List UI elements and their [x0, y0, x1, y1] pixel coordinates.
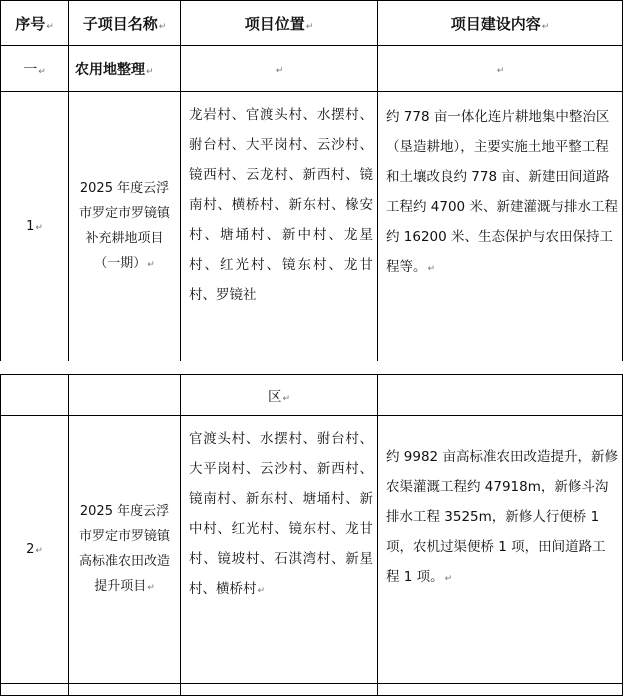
page-break-gap	[0, 361, 623, 374]
section-row	[1, 46, 623, 92]
row-2-location: 官渡头村、水摆村、驸台村、大平岗村、云沙村、新西村、镜南村、新东村、塘埇村、新中村、红光村、镜东村、龙甘村、镜坡村、石淇湾村、新星村、横桥村↵	[181, 416, 378, 684]
row-1-location-cont: 区↵	[181, 375, 378, 416]
section-content-empty: ↵	[378, 46, 623, 92]
table-row-next	[1, 684, 623, 696]
section-seq: 一↵	[1, 46, 69, 92]
next-row-cell	[378, 684, 623, 696]
header-location: 项目位置↵	[181, 1, 378, 46]
header-name: 子项目名称↵	[69, 1, 181, 46]
header-content: 项目建设内容↵	[378, 1, 623, 46]
row-2-seq: 2↵	[1, 416, 69, 684]
next-row-cell	[1, 684, 69, 696]
table-row	[1, 416, 623, 684]
next-row-cell	[181, 684, 378, 696]
section-location-empty: ↵	[181, 46, 378, 92]
table-header-row	[1, 1, 623, 46]
header-seq: 序号↵	[1, 1, 69, 46]
section-name: 农用地整理↵	[69, 46, 181, 92]
row-1-location: 龙岩村、官渡头村、水摆村、驸台村、大平岗村、云沙村、镜西村、云龙村、新西村、镜南村、横桥村、新东村、椽安村、塘埇村、新中村、龙星村、红光村、镜东村、龙甘村、罗镜社	[181, 92, 378, 362]
row-1-content-cont	[378, 375, 623, 416]
projects-table-page-2	[0, 374, 623, 696]
row-1-seq: 1↵	[1, 92, 69, 362]
table-row-continuation	[1, 375, 623, 416]
row-1-content: 约 778 亩一体化连片耕地集中整治区（垦造耕地），主要实施土地平整工程和土壤改良约 778 亩、新建田间道路工程约 4700 米、新建灌溉与排水工程约 16200 米、生态保护与农田保持工程等。↵	[378, 92, 623, 362]
row-1-name: 2025 年度云浮市罗定市罗镜镇补充耕地项目（一期）↵	[69, 92, 181, 362]
row-2-name: 2025 年度云浮市罗定市罗镜镇高标准农田改造提升项目↵	[69, 416, 181, 684]
row-1-name-cont	[69, 375, 181, 416]
row-1-seq-cont	[1, 375, 69, 416]
table-row	[1, 92, 623, 362]
next-row-cell	[69, 684, 181, 696]
row-2-content: 约 9982 亩高标准农田改造提升，新修农渠灌溉工程约 47918m，新修斗沟排水工程 3525m，新修人行便桥 1 项，农机过渠便桥 1 项，田间道路工程 1 项。↵	[378, 416, 623, 684]
